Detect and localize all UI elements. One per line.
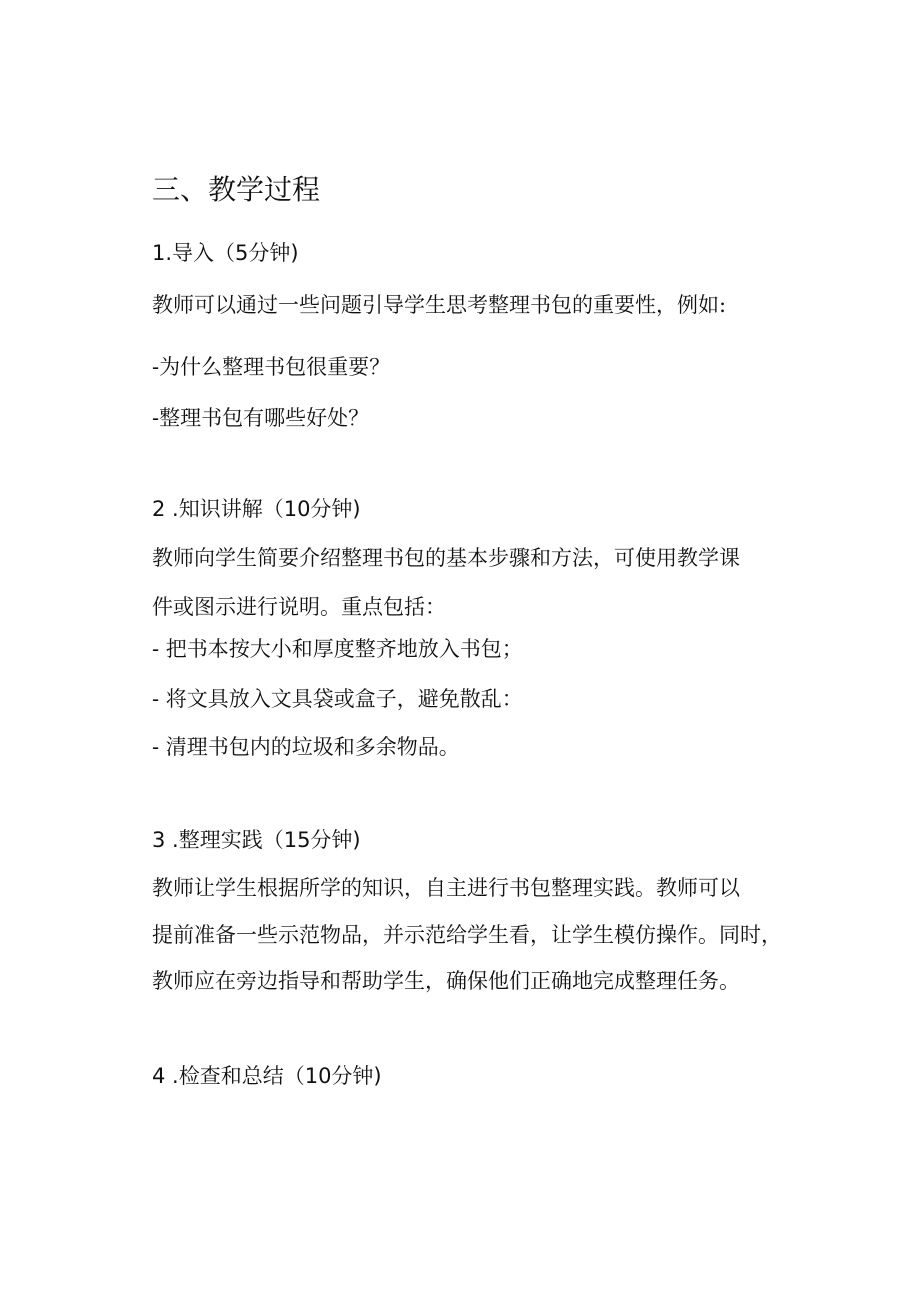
step2-heading: 2 .知识讲解（10分钟) [152,497,361,521]
step2-point-2: - 将文具放入文具袋或盒子，避免散乱： [152,687,523,711]
step3-body-line-2: 提前准备一些示范物品，并示范给学生看，让学生模仿操作。同时， [152,923,782,947]
step2-body-line-2: 件或图示进行说明。重点包括： [152,595,446,619]
step1-heading: 1.导入（5分钟) [152,241,299,265]
step1-question-2: -整理书包有哪些好处？ [152,406,370,430]
step3-heading: 3 .整理实践（15分钟) [152,828,361,852]
step4-heading: 4 .检查和总结（10分钟) [152,1064,382,1088]
step2-point-1: - 把书本按大小和厚度整齐地放入书包； [152,637,523,661]
section-title: 三、教学过程 [152,173,321,206]
step1-intro: 教师可以通过一些问题引导学生思考整理书包的重要性，例如: [152,293,727,317]
step2-body-line-1: 教师向学生简要介绍整理书包的基本步骤和方法，可使用教学课 [152,546,740,570]
step1-question-1: -为什么整理书包很重要？ [152,355,391,379]
step3-body-line-1: 教师让学生根据所学的知识，自主进行书包整理实践。教师可以 [152,876,740,900]
step3-body-line-3: 教师应在旁边指导和帮助学生，确保他们正确地完成整理任务。 [152,969,740,993]
step2-point-3: - 清理书包内的垃圾和多余物品。 [152,735,460,759]
